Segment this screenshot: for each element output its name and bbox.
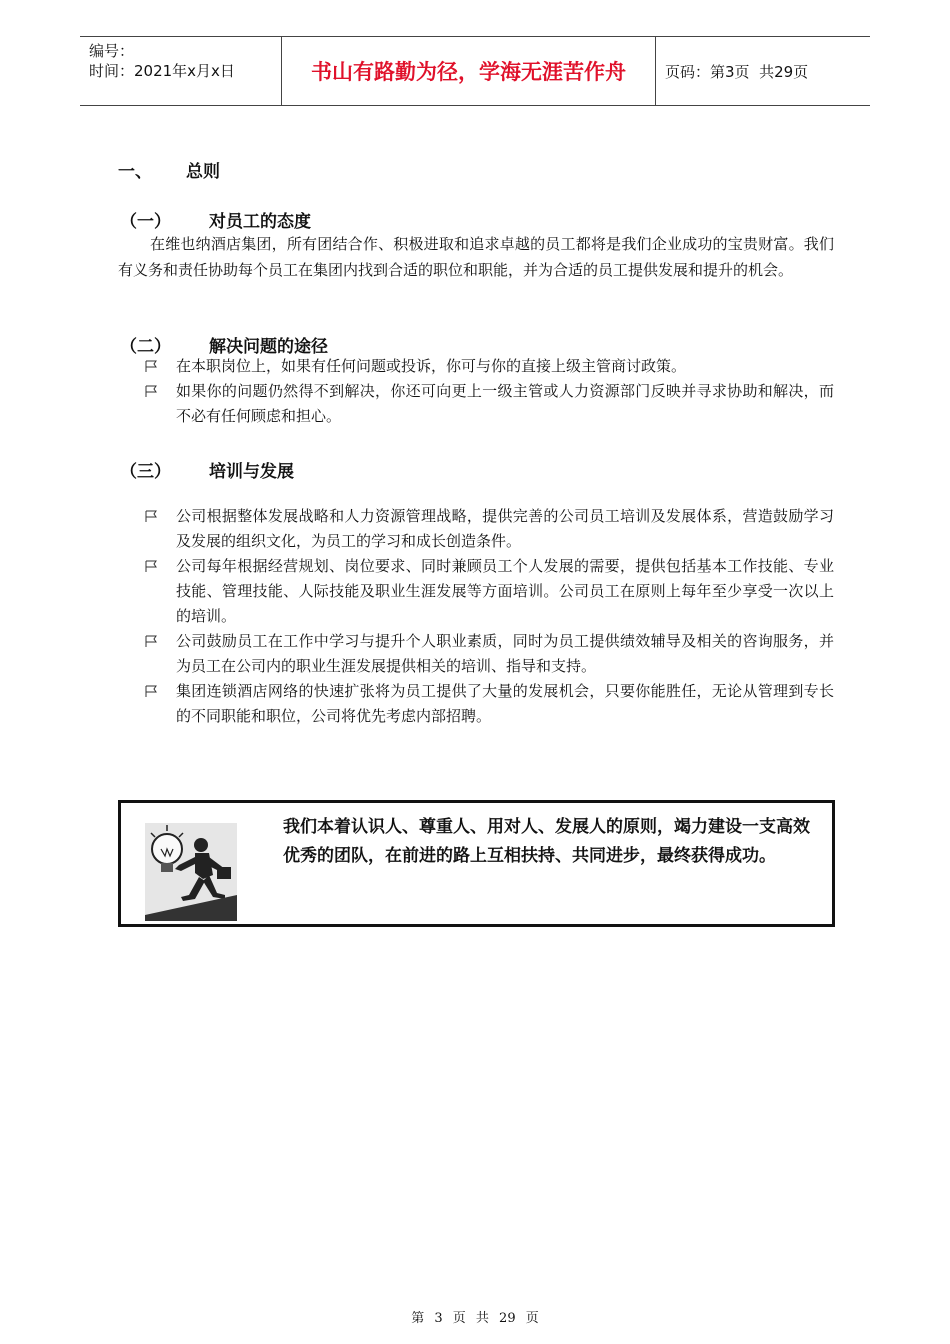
page-footer: 第 3 页 共 29 页 [411, 1311, 539, 1326]
subsection-heading-1 [120, 207, 311, 232]
list-item-text: 集团连锁酒店网络的快速扩张将为员工提供了大量的发展机会，只要你能胜任，无论从管理到专长的不同职能和职位，公司将优先考虑内部招聘。 [176, 682, 834, 725]
list-item [144, 379, 834, 429]
callout-box [118, 800, 835, 927]
header-code-label: 编号： [89, 42, 135, 60]
callout-text: 我们本着认识人、尊重人、用对人、发展人的原则，竭力建设一支高效优秀的团队，在前进的路上互相扶持、共同进步，最终获得成功。 [283, 817, 810, 866]
header-page-info: 页码：第3页 共29页 [665, 62, 809, 81]
list-item [144, 504, 834, 554]
list-item [144, 629, 834, 679]
section-title: 总则 [186, 162, 220, 182]
flag-bullet-icon [144, 685, 158, 698]
list-item [144, 554, 834, 629]
list-item-text: 公司鼓励员工在工作中学习与提升个人职业素质，同时为员工提供绩效辅导及相关的咨询服务，并为员工在公司内的职业生涯发展提供相关的培训、指导和支持。 [176, 632, 834, 675]
flag-bullet-icon [144, 560, 158, 573]
subsection-heading-3 [120, 457, 294, 482]
header-motto: 书山有路勤为径，学海无涯苦作舟 [281, 37, 656, 105]
subsection-number: （一） [120, 212, 171, 232]
header-date-label: 时间：2021年x月x日 [89, 62, 235, 80]
header-meta [80, 37, 281, 105]
section-number: 一、 [118, 162, 152, 182]
attitude-paragraph [118, 231, 834, 283]
list-item [144, 679, 834, 729]
flag-bullet-icon [144, 510, 158, 523]
lightbulb-climber-icon [145, 823, 237, 921]
flag-bullet-icon [144, 360, 158, 373]
page-header [80, 36, 870, 106]
subsection-number: （二） [120, 337, 171, 357]
list-item-text: 公司每年根据经营规划、岗位要求、同时兼顾员工个人发展的需要，提供包括基本工作技能、专业技能、管理技能、人际技能及职业生涯发展等方面培训。公司员工在原则上每年至少享受一次以上的培训。 [176, 557, 834, 625]
subsection-title: 对员工的态度 [209, 212, 311, 232]
subsection-title: 培训与发展 [209, 462, 294, 482]
subsection-title: 解决问题的途径 [209, 337, 328, 357]
problem-solving-list [144, 354, 834, 429]
list-item-text: 如果你的问题仍然得不到解决，你还可向更上一级主管或人力资源部门反映并寻求协助和解决，而不必有任何顾虑和担心。 [176, 382, 834, 425]
subsection-number: （三） [120, 462, 171, 482]
flag-bullet-icon [144, 385, 158, 398]
paragraph-text: 在维也纳酒店集团，所有团结合作、积极进取和追求卓越的员工都将是我们企业成功的宝贵财富。我们有义务和责任协助每个员工在集团内找到合适的职位和职能，并为合适的员工提供发展和提升的机会。 [118, 235, 834, 279]
training-list [144, 504, 834, 729]
flag-bullet-icon [144, 635, 158, 648]
list-item-text: 公司根据整体发展战略和人力资源管理战略，提供完善的公司员工培训及发展体系，营造鼓励学习及发展的组织文化，为员工的学习和成长创造条件。 [176, 507, 834, 550]
section-heading [118, 157, 220, 182]
list-item [144, 354, 834, 379]
list-item-text: 在本职岗位上，如果有任何问题或投诉，你可与你的直接上级主管商讨政策。 [176, 357, 687, 375]
